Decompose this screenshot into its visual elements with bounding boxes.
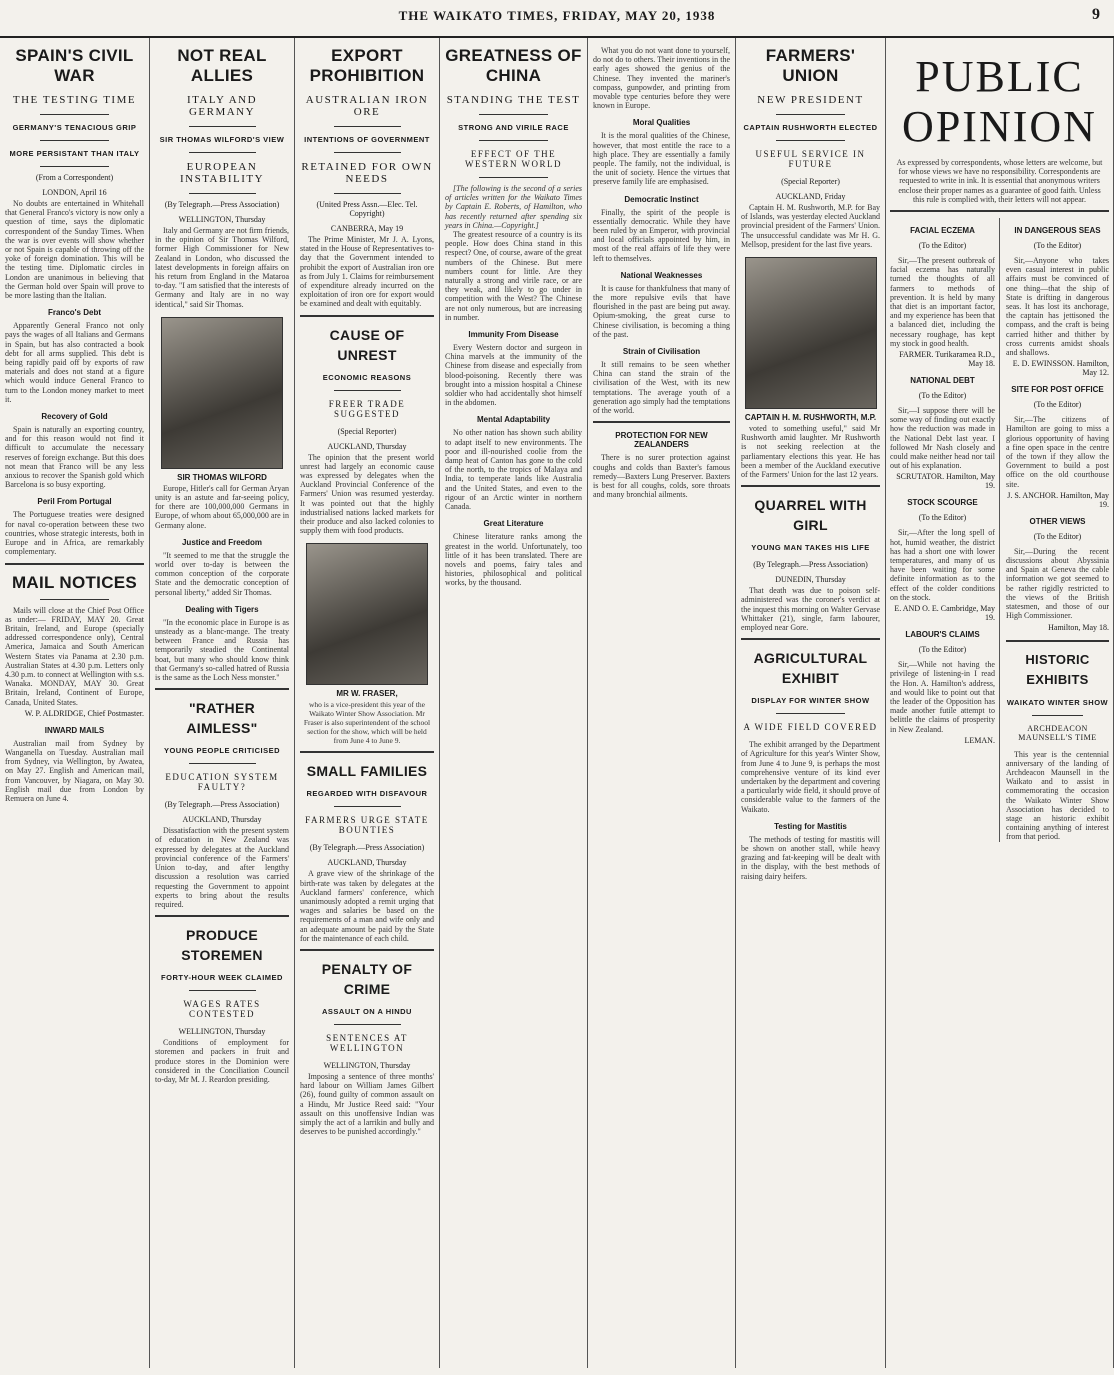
subheading: STANDING THE TEST [446,94,581,106]
divider [334,390,401,391]
headline: "RATHER AIMLESS" [186,700,258,737]
divider [189,193,256,194]
letter-text: Sir,—Anyone who takes even casual interest in public affairs must be convinced of one thing—that the ship of State is drifting in dangerous seas. It has lost its anchorage, the captain has jettisoned the compass, and the craft is being carried hither and thither by cross currents amidst shoals and shallows. [1005,256,1109,358]
masthead [0,0,1114,38]
section-heading: Democratic Instinct [624,194,699,204]
photo-caption: MR W. FRASER, [336,689,398,699]
article-text: Mails will close at the Chief Post Office as under:— FRIDAY, MAY 20. Great Britain, Ireland, and Europe (specially addressed correspondence only), Central America, Jamaica and South American Western States via Panama at 2.30 p.m. Australian States at 4.30 p.m. Letters only 4.30 p.m. to connect at Wellington with s.s. Wanaka. MONDAY, MAY 30. Great Britain, Ireland, Continent of Europe, Canada, United States. [5,605,144,707]
photo-caption: CAPTAIN H. M. RUSHWORTH, M.P. [744,413,877,423]
divider [300,315,434,317]
subheading: ARCHDEACON MAUNSELL'S TIME [1018,723,1097,742]
article-text: Dissatisfaction with the present system of education in New Zealand was expressed by delegates at the Auckland provincial conference of the Farmers' Union to-day, and after lengthy discussion a resolution was carried requesting the Government to appoint experts to bring about the results required. [155,826,289,909]
divider [593,421,730,423]
headline: QUARREL WITH GIRL [754,497,867,534]
letter-text: Sir,—While not having the privilege of listening-in I read the Hon. A. Hamilton's address, and would like to point out that the leader of the Opposition has made another futile attempt to belittle the claims of prosperity in New Zealand. [890,660,995,734]
section-heading: Recovery of Gold [41,412,108,422]
divider [479,140,548,141]
letter-text: Sir,—The citizens of Hamilton are going to miss a glorious opportunity of having a fine open space in the centre of the town if they allow the Government to build a post office on the old courthouse site. [1005,415,1109,489]
letter-to: (To the Editor) [1033,400,1082,410]
column-greatness-of-china [440,38,588,1368]
article-intro: [The following is the second of a series of articles written for the Waikato Times by Captain E. Roberts, of Hamilton, who has recently returned after spending six years in China.—Copyright.] [445,184,582,230]
divider [189,763,256,764]
letter-signature: E. AND O. E. Cambridge, May 19. [894,604,995,623]
section-heading: Immunity From Disease [468,330,559,340]
byline: (Special Reporter) [781,177,840,186]
portrait-photo [745,257,877,409]
divider [40,114,110,115]
subheading: DISPLAY FOR WINTER SHOW [751,696,870,706]
headline: EXPORT PROHIBITION [309,46,425,85]
divider [40,140,110,141]
article-text: What you do not want done to yourself, do not do to others. Their inventions in the early ages showed the genius of the Chinese. They invented the mariner's compass, gunpowder, and printing from movable type centuries before they were known in Europe. [593,46,730,111]
article-text: Conditions of employment for storemen and packers in fruit and produce stores in the Dominion were considered in the Conciliation Council to-day, Mr M. J. Reardon presiding. [155,1038,289,1084]
letter-signature: E. D. EWINSSON. Hamilton, May 12. [1012,359,1109,378]
headline: CAUSE OF UNREST [329,326,405,363]
letters-grid [890,218,1109,842]
headline: FARMERS' UNION [765,46,856,85]
subheading: STRONG AND VIRILE RACE [458,123,569,132]
dateline: CANBERRA, May 19 [330,224,404,233]
divider [155,915,289,917]
letter-heading: STOCK SCOURGE [907,498,978,508]
subheading: SENTENCES AT WELLINGTON [326,1033,408,1054]
column-export-prohibition [295,38,440,1368]
subheading: SIR THOMAS WILFORD'S VIEW [159,135,285,144]
headline: SPAIN'S CIVIL WAR [15,46,134,85]
article-text: No doubts are entertained in Whitehall that General Franco's victory is now only a question of time, says the diplomatic correspondent of the Sunday Times. When the war is over events will show whether or not Spain is capable of throwing off the yoke of foreign domination. This will be the testing time. Diplomatic circles in London are unanimous in believing that the German hold over Spain will prove to be more lasting than the Italian. [5,199,144,301]
subheading: ASSAULT ON A HINDU [322,1007,412,1017]
letters-left [890,218,1000,842]
letter-heading: OTHER VIEWS [1029,516,1086,526]
section-heading: Testing for Mastitis [774,821,847,831]
letter-heading: NATIONAL DEBT [910,376,975,386]
dateline: WELLINGTON, Thursday [323,1061,411,1071]
dateline: DUNEDIN, Thursday [775,575,846,585]
article-text: The greatest resource of a country is its people. How does China stand in this respect? One, of course, aware of the great numbers of the Chinese. But mere numbers count for little. Are they naturally a strong and virile race, or are they weak, and likely to go under in competition with the West? The Chinese are not only numerous, but are increasing in number. [445,230,582,322]
letter-to: (To the Editor) [918,241,967,251]
subheading: NEW PRESIDENT [757,94,864,106]
headline: GREATNESS OF CHINA [445,46,582,85]
letter-signature: FARMER. Turikaramea R.D., May 18. [899,350,995,369]
dateline: AUCKLAND, Friday [775,192,846,201]
article-text: voted to something useful," said Mr Rushworth amid laughter. Mr Rushworth is not seeking reelection at the parliamentary elections this year. He has been a member of the Auckland executive of the Farmers' Union for the last 12 years. [741,424,880,480]
dateline: AUCKLAND, Thursday [327,441,407,451]
letter-to: (To the Editor) [918,645,967,655]
subheading: A WIDE FIELD COVERED [743,722,878,733]
headline: NOT REAL ALLIES [177,46,267,85]
article-text: The Prime Minister, Mr J. A. Lyons, stated in the House of Representatives to-day that the Government intended to prohibit the export of Australian iron ore as from July 1. Claims for reimbursement of expenditure already incurred on the exploitation of iron ore for export would be examined and dealt with equitably. [300,235,434,309]
subheading: FREER TRADE SUGGESTED [328,398,406,419]
letter-heading: FACIAL ECZEMA [910,226,975,236]
subheading: REGARDED WITH DISFAVOUR [306,789,428,799]
subheading: WAGES RATES CONTESTED [183,999,261,1020]
article-text: Finally, the spirit of the people is essentially democratic. While they have been ruled by an Emperor, with provincial and local officials appointed by him, in most of the real affairs of life they were left to themselves. [593,207,730,263]
article-text: Apparently General Franco not only pays the wages of all Italians and Germans in Spain, but has also contracted a book debt for all arms supplied. This debt is being rapidly paid off by exports of raw materials and does not stand at a figure which would induce General Franco to turn to the London money market to meet it. [5,321,144,404]
divider [741,638,880,640]
byline: (United Press Assn.—Elec. Tel. Copyright) [316,200,418,218]
subheading: YOUNG PEOPLE CRITICISED [163,746,281,756]
letter-heading: LABOUR'S CLAIMS [905,630,980,640]
divider [741,485,880,487]
divider [479,177,548,178]
subheading: FARMERS URGE STATE BOUNTIES [305,815,429,836]
article-text: That death was due to poison self-administered was the coroner's verdict at the inquest this morning on Walter Gervase Whittaker (21), single, farm labourer, employed near Gore. [741,586,880,633]
dateline: AUCKLAND, Thursday [182,815,262,825]
headline: MAIL NOTICES [11,572,138,592]
letter-to: (To the Editor) [918,513,967,523]
article-text: "In the economic place in Europe is as unsteady as a blanc-mange. The treaty between France and Russia has temporarily steadied the Continental boat, but many who should know think that Germany's so-called hatred of Russia is the same as the Loch Ness monster." [155,617,289,683]
letter-heading: SITE FOR POST OFFICE [1011,385,1104,395]
section-heading: Strain of Civilisation [622,347,701,357]
divider [776,713,846,714]
divider [155,688,289,690]
article-text: Every Western doctor and surgeon in China marvels at the immunity of the Chinese from disease and especially from blood-poisoning. Recently there was brought into a mission hospital a Chinese soldier who had accidentally shot himself in the abdomen. [445,343,582,408]
section-heading: Peril From Portugal [37,497,112,507]
divider [334,806,401,807]
divider [189,152,256,153]
section-heading: Great Literature [483,519,544,529]
column-china-continued [588,38,736,1368]
article-text: Chinese literature ranks among the greatest in the world. Unfortunately, too little of it has been translated. There are novels and poems, fairy tales and histories, philosophical and political works, by the thousand. [445,532,582,588]
article-text: Imposing a sentence of three months' hard labour on William James Gilbert (26), found guilty of common assault on a Hindu, Mr Justice Reed said: "Your assault on this unoffensive Indian was simply the act of a larrikin and bully and deserves to be punished accordingly." [300,1072,434,1137]
subheading: ITALY AND GERMANY [186,94,258,118]
subheading: EUROPEAN INSTABILITY [179,161,265,185]
divider [334,152,401,153]
subheading: EDUCATION SYSTEM FAULTY? [165,772,279,793]
divider [334,1024,401,1025]
article-text: There is no surer protection against coughs and colds than Baxter's famous remedy—Baxters Lung Preserver. Baxters is best for all coughs, colds, sore throats and many bronchial ailments. [593,453,730,500]
byline: (By Telegraph.—Press Association) [164,200,280,209]
headline: SMALL FAMILIES [306,763,428,780]
article-text: The exhibit arranged by the Department of Agriculture for this year's Winter Show, from June 4 to June 9, is perhaps the most comprehensive venture of its kind ever undertaken by the department and covering a particularly wide field, it should prove of considerable value to the farmers of the Waikato. [741,740,880,814]
divider [334,193,401,194]
article-text: Spain is naturally an exporting country, and for this reason would not find it difficult to accumulate the necessary reserves of foreign exchange. But this does not mean that Franco will be any less anxious to recover the Spanish gold which Barcelona is so busy exporting. [5,425,144,490]
masthead-title: THE WAIKATO TIMES, FRIDAY, MAY 20, 1938 [398,8,716,23]
portrait-photo [306,543,428,685]
divider [189,990,256,991]
divider [300,949,434,951]
section-heading: Justice and Freedom [181,537,263,547]
divider [890,210,1109,212]
dateline: AUCKLAND, Thursday [327,858,407,868]
subheading: AUSTRALIAN IRON ORE [305,94,429,118]
section-heading: Franco's Debt [47,308,102,318]
article-text: The Portuguese treaties were designed for naval co-operation between these two countries, whose strategic interests, both in Europe and in Africa, are remarkably complementary. [5,510,144,557]
subheading: THE TESTING TIME [12,94,137,106]
letter-signature: J. S. ANCHOR. Hamilton, May 19. [1007,490,1109,509]
subheading: YOUNG MAN TAKES HIS LIFE [751,543,870,553]
subheading: WAIKATO WINTER SHOW [1006,697,1109,707]
section-heading: National Weaknesses [620,270,703,280]
byline: (From a Correspondent) [35,173,114,182]
letter-heading: IN DANGEROUS SEAS [1014,226,1101,236]
subheading: EFFECT OF THE WESTERN WORLD [464,149,563,169]
subheading: FORTY-HOUR WEEK CLAIMED [161,973,283,983]
dateline: WELLINGTON, Thursday [178,215,266,224]
letters-right [1006,218,1109,842]
letter-signature: Hamilton, May 18. [1048,622,1109,632]
article-text: "It seemed to me that the struggle the world over to-day is between the common conception of the corporate State and the democratic conception of personal liberty," added Sir Thomas. [155,550,289,597]
article-text: Europe, Hitler's call for German Aryan unity is an astute and far-seeing policy, for there are 100,000,000 Germans in Europe, of whom about 65,000,000 are in Germany alone. [155,483,289,530]
article-text: It still remains to be seen whether China can stand the strain of the civilisation of the West, with its new temptations. The average youth of a generation ago simply had the temptations of the world. [593,360,730,416]
byline: (Special Reporter) [337,426,397,436]
letter-text: Sir,—During the recent discussions about Abyssinia and Spain at Geneva the cable information we got seemed to be rather rigidly restricted to the views of the British statesmen, and those of our High Commissioner. [1005,546,1109,621]
article-text: It is the moral qualities of the Chinese, however, that most entitle the race to a high place. They are essentially a family people. The family, not the individual, is the unit of society. Hence the virtues that preserve family life are emphasised. [593,131,730,187]
letter-signature: LEMAN. [964,735,995,745]
column-spains-civil-war [0,38,150,1368]
article-text: Australian mail from Sydney by Wanganella on Tuesday. Australian mail from Sydney, via Wellington, by Awatea, on May 27. English and American mail, from Vancouver, by Niagara, on May 30. English mail due from London by Remuera on June 4. [5,738,144,803]
section-heading: Dealing with Tigers [185,604,259,614]
article-text: Italy and Germany are not firm friends, in the opinion of Sir Thomas Wilford, former High Commissioner for New Zealand in London, who discussed the latest developments in foreign affairs on his return from England in the Mataroa to-day. "I am satisfied that the interests of Germany and Italy are in no way identical," said Sir Thomas. [155,226,289,309]
byline: (By Telegraph.—Press Association) [164,800,280,810]
column-farmers-union [736,38,886,1368]
subheading: INTENTIONS OF GOVERNMENT [304,135,430,144]
column-not-real-allies [150,38,295,1368]
subheading: MORE PERSISTANT THAN ITALY [9,149,140,158]
byline: (By Telegraph.—Press Association) [309,843,425,853]
headline: AGRICULTURAL EXHIBIT [753,650,868,687]
letter-signature: SCRUTATOR. Hamilton, May 19. [896,472,995,491]
divider [776,114,846,115]
article-text: The methods of testing for mastitis will be shown on another stall, while heavy grazing and fat-keeping will be dealt with in the display, with the best methods of raising dairy heifers. [741,834,880,881]
subheading: CAPTAIN RUSHWORTH ELECTED [743,123,878,132]
article-text: This year is the centennial anniversary of the landing of Archdeacon Maunsell in the Waikato and to assist in commemorating the occasion the Waikato Winter Show Association has decided to stage an historic exhibit containing anything of interest from that period. [1005,749,1109,842]
article-text: A grave view of the shrinkage of the birth-rate was taken by delegates at the Auckland farmers' conference, which unanimously adopted a remit urging that wages and salaries be based on the requirements of a man and wife only and an adequate amount be paid by the State for the maintenance of each child. [300,869,434,943]
letter-to: (To the Editor) [1033,531,1082,541]
letter-to: (To the Editor) [1033,241,1082,251]
divider [5,563,144,565]
headline: HISTORIC EXHIBITS [1025,651,1090,687]
byline: (By Telegraph.—Press Association) [753,560,868,570]
divider [40,599,110,600]
divider [334,126,401,127]
divider [479,114,548,115]
dateline: LONDON, April 16 [42,188,107,197]
article-text: Captain H. M. Rushworth, M.P. for Bay of Islands, was yesterday elected Auckland provincial president of the Farmers' Union. The unsuccessful candidate was Mr H. G. Mellsop, president for the last five years. [741,203,880,249]
article-text: It is cause for thankfulness that many of the more repulsive evils that have flourished in the past are being put away. Opium-smoking, the great curse to Chinese civilisation, is becoming a thing of the past. [593,283,730,339]
headline: PENALTY OF CRIME [321,961,413,998]
headline: PRODUCE STOREMEN [181,927,263,964]
signature: W. P. ALDRIDGE, Chief Postmaster. [24,708,144,718]
headline: PUBLIC OPINION [902,52,1097,151]
divider [189,126,256,127]
divider [1006,640,1109,642]
letter-text: Sir,—I suppose there will be some way of finding out exactly how the reduction was made in the National Debt last year. I followed Mr Nash closely and could make neither head nor tail out of his explanation. [890,406,995,471]
divider [40,166,110,167]
section-heading: Mental Adaptability [476,415,551,425]
subheading: RETAINED FOR OWN NEEDS [301,161,433,185]
letter-to: (To the Editor) [918,391,967,401]
portrait-photo [161,317,283,469]
section-intro: As expressed by correspondents, whose letters are welcome, but for whose views we have no responsibility. Correspondents are requested to write in ink. It is essential that anonymous writers enclose their proper names as a guarantee of good faith. Unless this rule is complied with, their letters will not appear. [896,158,1103,204]
section-heading: INWARD MAILS [44,725,105,735]
divider [300,751,434,753]
photo-caption: SIR THOMAS WILFORD [177,472,267,482]
divider [1032,715,1084,716]
article-text: No other nation has shown such ability to adapt itself to new environments. The poor and ill-nourished coolie from the damp heat of Canton has gone to the cold of the north, to the tropics of Malaya and India, to temperate lands like Australia and the United States, and even to the rigour of an Arctic winter in northern Canada. [445,428,582,512]
column-public-opinion [886,38,1114,1368]
page-number: 9 [1092,6,1100,23]
subheading: ECONOMIC REASONS [322,372,412,382]
letter-text: Sir,—The present outbreak of facial eczema has naturally turned the thoughts of all farmers to methods of prevention. It is held by many that diet is an important factor, and my experience has been that a balanced diet, including the necessary roughage, has kept my stock in good health. [890,256,995,348]
subheading: USEFUL SERVICE IN FUTURE [755,149,866,169]
section-heading: Moral Qualities [632,118,691,128]
subheading: GERMANY'S TENACIOUS GRIP [12,123,137,132]
letter-text: Sir,—After the long spell of hot, humid weather, the district has had a short one with lower temperatures, and many of us have been waiting for some definite information as to the effect of the colder conditions on the stock. [890,528,995,602]
section-heading: PROTECTION FOR NEW ZEALANDERS [615,431,708,450]
divider [776,140,846,141]
dateline: WELLINGTON, Thursday [178,1027,266,1037]
article-text: The opinion that the present world unrest had largely an economic cause was expressed by delegates when the Auckland Provincial Conference of the Farmers' Union was resumed yesterday. It was pointed out that the highly industrialised nations lacked markets for their produce and also lacked colonies to supply them with food products. [300,452,434,536]
photo-caption-text: who is a vice-president this year of the Waikato Winter Show Association. Mr Fraser is also superintendent of the school section for the show, which will be held from June 4 to June 9. [303,700,431,746]
